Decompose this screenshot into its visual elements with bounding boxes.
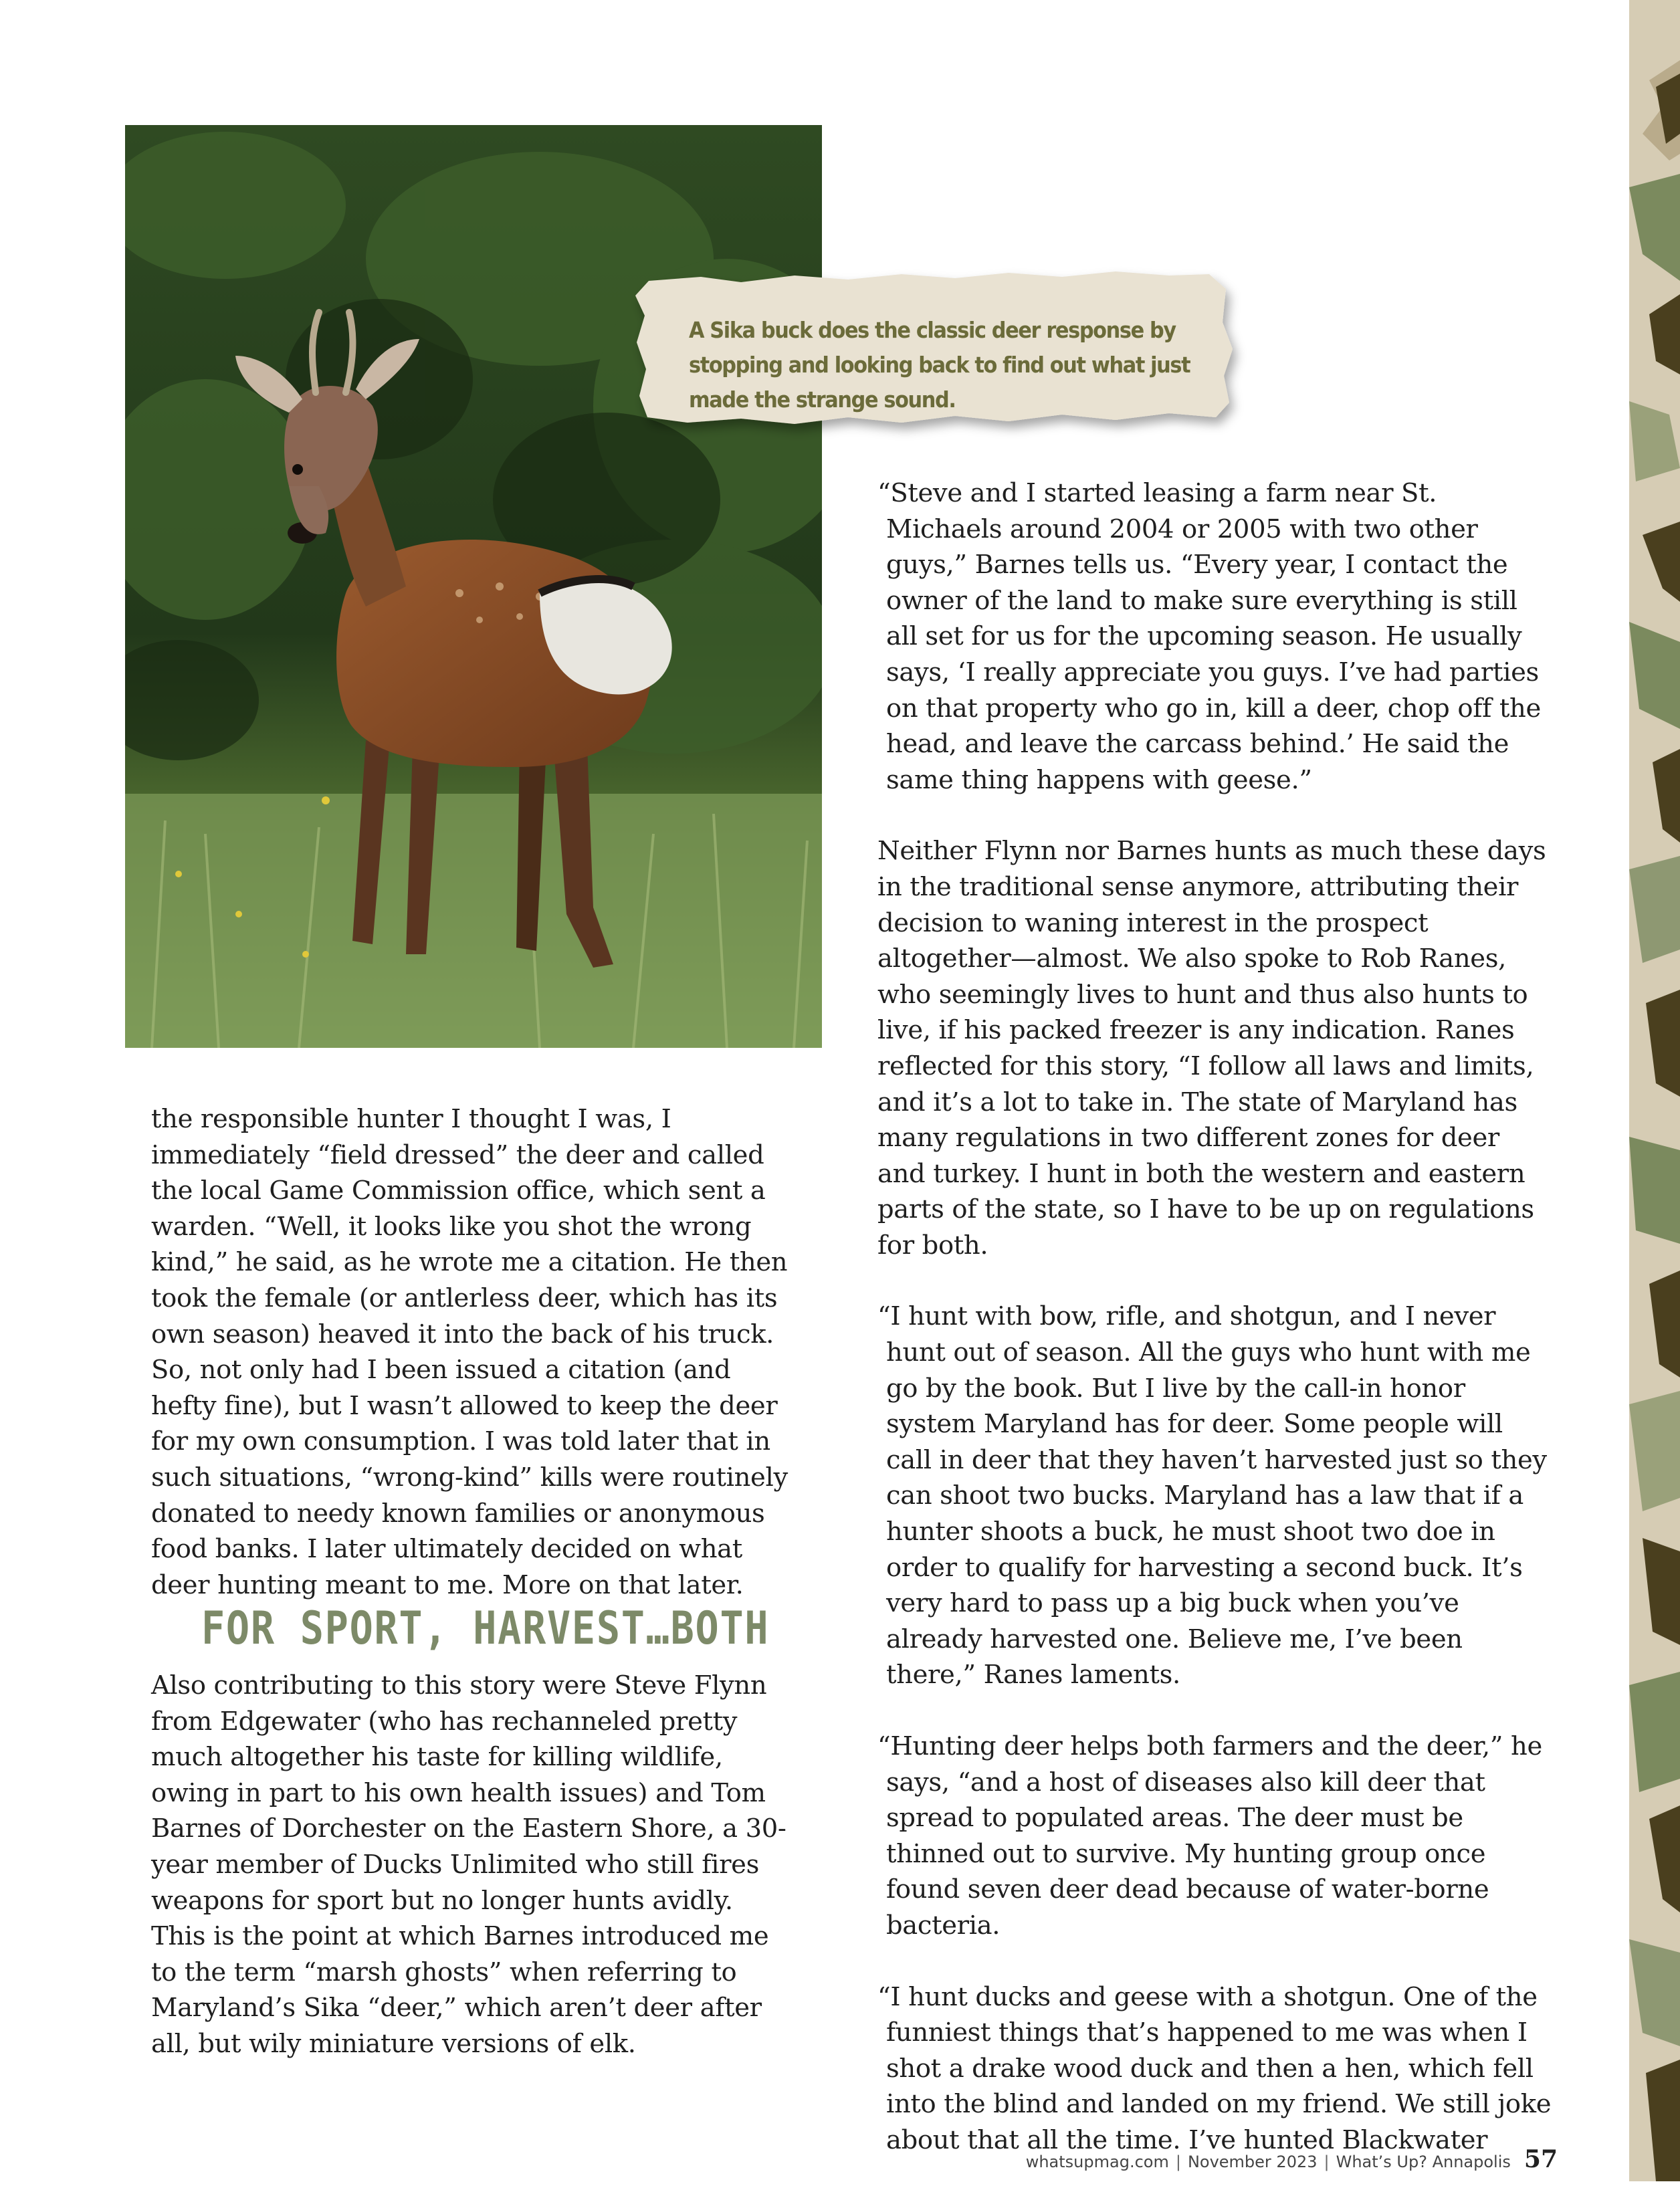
footer-separator: | xyxy=(1175,2153,1181,2171)
page-number: 57 xyxy=(1524,2145,1558,2173)
page-footer xyxy=(1026,2145,1558,2173)
section-subhead: FOR SPORT, HARVEST…BOTH xyxy=(201,1602,770,1655)
photo-caption xyxy=(621,262,1289,441)
footer-issue: November 2023 xyxy=(1187,2153,1318,2171)
left-column xyxy=(151,1101,793,1603)
camo-border xyxy=(1629,0,1680,2181)
paragraph: the responsible hunter I thought I was, I immediately “field dressed” the deer and called the local Game Commission office, which sent a warden. “Well, it looks like you shot the wrong kind,” he said, as he wrote me a citation. He then took the female (or antlerless deer, which has its own season) heaved it into the back of his truck. So, not only had I been issued a citation (and hefty fine), but I wasn’t allowed to keep the deer for my own consumption. I was told later that in such situations, “wrong-kind” kills were routinely donated to needy known families or anonymous food banks. I later ultimately decided on what deer hunting meant to me. More on that later. xyxy=(151,1104,788,1600)
paragraph: Also contributing to this story were Steve Flynn from Edgewater (who has rechanneled pretty much altogether his taste for killing wildlife, owing in part to his own health issues) and Tom Barnes of Dorchester on the Eastern Shore, a 30-year member of Ducks Unlimited who still fires weapons for sport but no longer hunts avidly. This is the point at which Barnes introduced me to the term “marsh ghosts” when referring to Maryland’s Sika “deer,” which aren’t deer after all, but wily miniature versions of elk. xyxy=(151,1670,786,2059)
paragraph: “Steve and I started leasing a farm near St. Michaels around 2004 or 2005 with two other guys,” Barnes tells us. “Every year, I contact the owner of the land to make sure everything is still all set for us for the upcoming season. He usually says, ‘I really appreciate you guys. I’ve had parties on that property who go in, kill a deer, chop off the head, and leave the carcass behind.’ He said the same thing happens with geese.” xyxy=(877,478,1541,795)
paragraph: Neither Flynn nor Barnes hunts as much these days in the traditional sense anymore, attributing their decision to waning interest in the prospect altogether—almost. We also spoke to Rob Ranes, who seemingly lives to hunt and thus also hunts to live, if his packed freezer is any indication. Ranes reflected for this story, “I follow all laws and limits, and it’s a lot to take in. The state of Maryland has many regulations in two different zones for deer and turkey. I hunt in both the western and eastern parts of the state, so I have to be up on regulations for both. xyxy=(877,836,1546,1260)
footer-publication: What’s Up? Annapolis xyxy=(1336,2153,1511,2171)
paragraph: “I hunt with bow, rifle, and shotgun, and I never hunt out of season. All the guys who hunt with me go by the book. But I live by the call-in honor system Maryland has for deer. Some people will call in deer that they haven’t harvested just so they can shoot two bucks. Maryland has a law that if a hunter shoots a buck, he must shoot two doe in order to qualify for harvesting a second buck. It’s very hard to pass up a big buck when you’ve already harvested one. Believe me, I’ve been there,” Ranes laments. xyxy=(877,1301,1547,1690)
footer-separator: | xyxy=(1324,2153,1330,2171)
footer-site: whatsupmag.com xyxy=(1025,2153,1169,2171)
paragraph: “I hunt ducks and geese with a shotgun. One of the funniest things that’s happened to me was when I shot a drake wood duck and then a hen, which fell into the blind and landed on my friend. We still joke about that all the time. I’ve hunted Blackwater xyxy=(877,1981,1552,2155)
caption-text: A Sika buck does the classic deer response by stopping and looking back to find out what just made the strange sound. xyxy=(689,317,1190,413)
left-column-continued xyxy=(151,1668,793,2062)
right-column xyxy=(877,475,1553,2194)
paragraph: “Hunting deer helps both farmers and the deer,” he says, “and a host of diseases also kill deer that spread to populated areas. The deer must be thinned out to survive. My hunting group once found seven deer dead because of water-borne bacteria. xyxy=(877,1731,1542,1941)
